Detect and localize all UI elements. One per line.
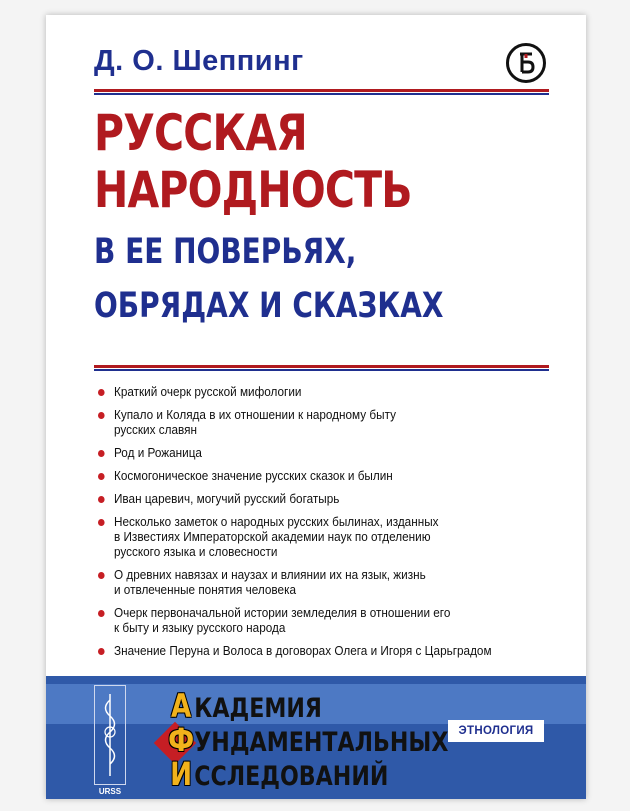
- contents-item-line: Иван царевич, могучий русский богатырь: [113, 492, 340, 506]
- contents-item: [98, 385, 521, 400]
- contents-item: [98, 644, 521, 659]
- bullet-dot-icon: [98, 473, 105, 480]
- title-line-1: РУССКАЯ: [94, 104, 307, 162]
- book-cover: [46, 15, 586, 799]
- contents-item-line: в Известиях Императорской академии наук по отделению: [113, 530, 431, 544]
- vertical-scroll-emblem-icon: [95, 686, 125, 784]
- bullet-dot-icon: [98, 519, 105, 526]
- top-rule: [94, 89, 549, 95]
- contents-item-line: Купало и Коляда в их отношении к народному быту: [113, 408, 396, 422]
- series-row-1: А КАДЕМИЯ: [170, 687, 322, 725]
- contents-item-line: русских славян: [113, 423, 197, 437]
- contents-item: [98, 515, 521, 560]
- urss-label: URSS: [98, 787, 122, 796]
- contents-item-line: и отвлеченные понятия человека: [113, 583, 297, 597]
- contents-list: [98, 385, 548, 667]
- title-line-2: НАРОДНОСТЬ: [94, 161, 412, 219]
- contents-item-line: Очерк первоначальной истории земледелия в отношении его: [113, 606, 451, 620]
- contents-item-line: О древних навязах и наузах и влиянии их на язык, жизнь: [113, 568, 426, 582]
- contents-item-line: Краткий очерк русской мифологии: [113, 385, 302, 399]
- author-name: Д. О. Шеппинг: [94, 45, 304, 77]
- subject-label: ЭТНОЛОГИЯ: [448, 720, 544, 742]
- contents-item: [98, 446, 521, 461]
- urss-emblem-frame: [94, 685, 126, 785]
- series-row-3: ИССЛЕДОВАНИЙ: [170, 755, 389, 793]
- contents-item-line: русского языка и словесности: [113, 545, 278, 559]
- contents-item: [98, 606, 521, 636]
- contents-item-line: Несколько заметок о народных русских былинах, изданных: [113, 515, 439, 529]
- contents-item: [98, 568, 521, 598]
- contents-item-line: Космогоническое значение русских сказок и былин: [113, 469, 393, 483]
- contents-item: [98, 469, 521, 484]
- contents-item-line: Значение Перуна и Волоса в договорах Олега и Игоря с Царьградом: [113, 644, 492, 658]
- bullet-dot-icon: [98, 496, 105, 503]
- bullet-dot-icon: [98, 450, 105, 457]
- subtitle-line-1: В ЕЕ ПОВЕРЬЯХ,: [94, 232, 357, 272]
- subtitle-line-2: ОБРЯДАХ И СКАЗКАХ: [94, 286, 444, 326]
- series-row-2: ФУНДАМЕНТАЛЬНЫХ: [168, 721, 449, 759]
- bullet-dot-icon: [98, 389, 105, 396]
- publisher-logo-icon: [506, 43, 546, 83]
- bullet-dot-icon: [98, 412, 105, 419]
- book-subtitle: [94, 225, 444, 333]
- contents-item-line: Род и Рожаница: [113, 446, 202, 460]
- book-title: [94, 105, 412, 219]
- bullet-dot-icon: [98, 572, 105, 579]
- letter-b-logo-icon: [511, 48, 541, 78]
- contents-item-line: к быту и языку русского народа: [113, 621, 286, 635]
- bullet-dot-icon: [98, 610, 105, 617]
- middle-rule: [94, 365, 549, 371]
- bullet-dot-icon: [98, 648, 105, 655]
- series-title: [168, 689, 448, 791]
- contents-item: [98, 492, 521, 507]
- contents-item: [98, 408, 521, 438]
